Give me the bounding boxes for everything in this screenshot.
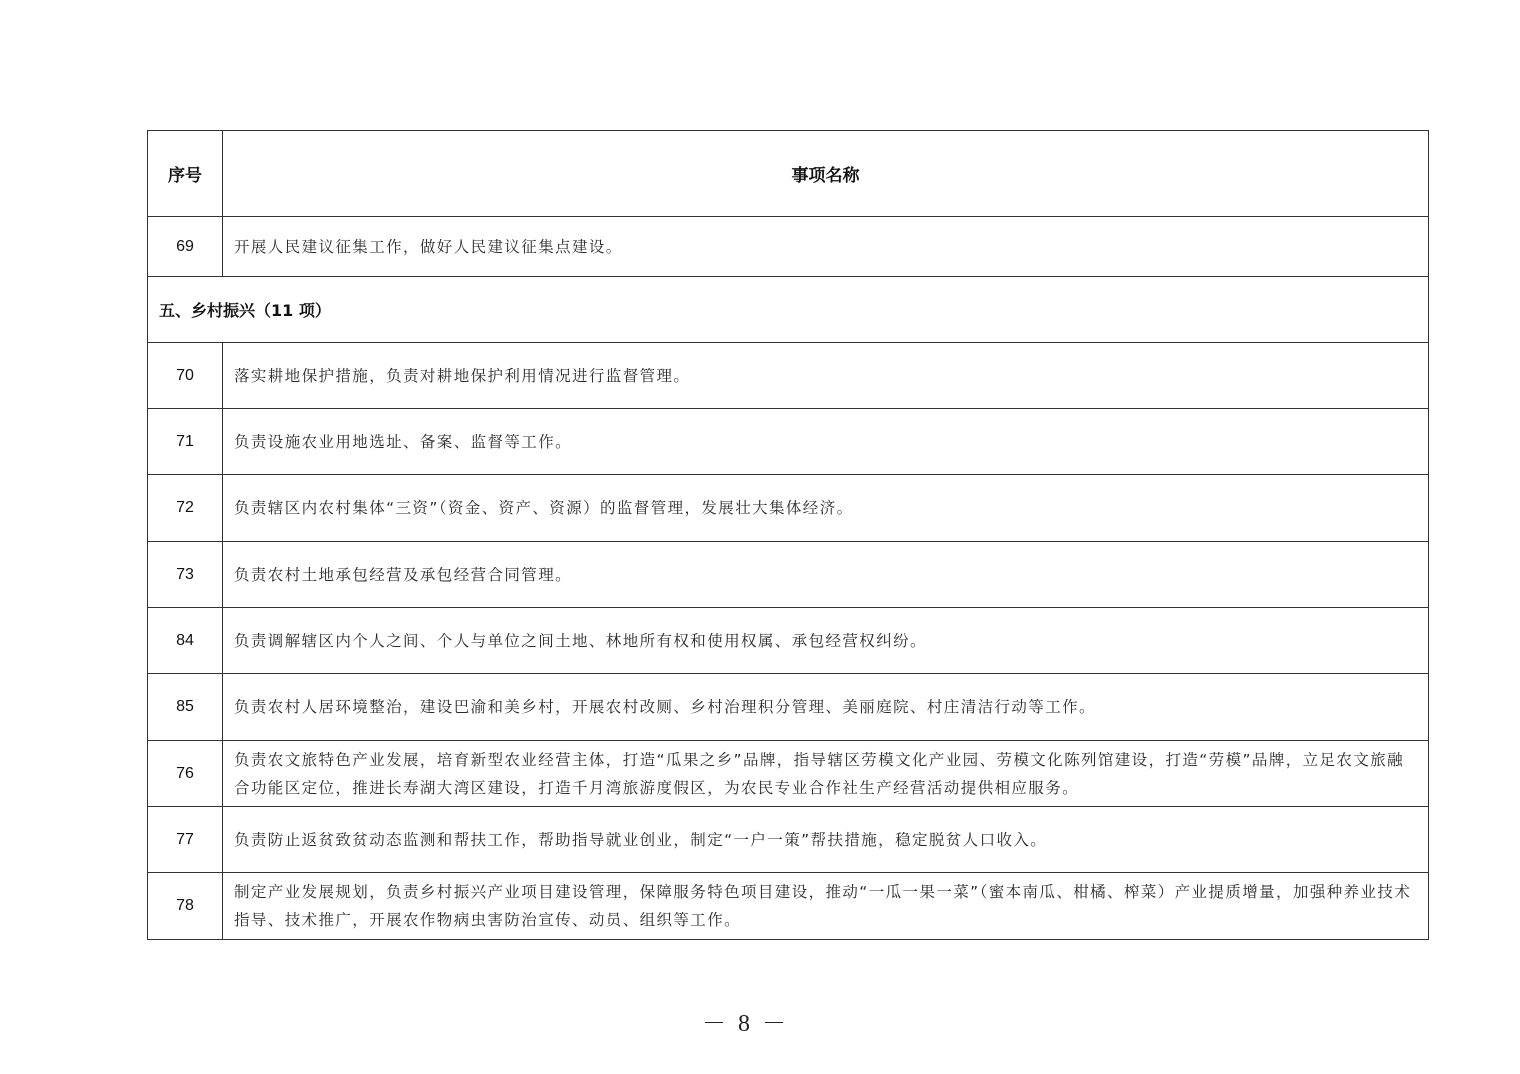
row-item-name: 负责农文旅特色产业发展，培育新型农业经营主体，打造“瓜果之乡”品牌，指导辖区劳模文化产业园、劳模文化陈列馆建设，打造“劳模”品牌，立足农文旅融合功能区定位，推进长寿湖大湾区建设，打造千月湾旅游度假区，为农民专业合作社生产经营活动提供相应服务。 [223, 741, 1429, 807]
table-body [148, 217, 1429, 940]
row-serial-number: 84 [148, 608, 223, 674]
table-row [148, 475, 1429, 542]
row-serial-number: 70 [148, 343, 223, 409]
table-row [148, 608, 1429, 674]
section-title: 五、乡村振兴（11 项） [148, 277, 1429, 343]
row-serial-number: 69 [148, 217, 223, 277]
row-item-name: 负责农村土地承包经营及承包经营合同管理。 [223, 542, 1429, 608]
row-item-name: 负责辖区内农村集体“三资”（资金、资产、资源）的监督管理，发展壮大集体经济。 [223, 475, 1429, 542]
table-row [148, 873, 1429, 940]
row-item-name: 制定产业发展规划，负责乡村振兴产业项目建设管理，保障服务特色项目建设，推动“一瓜一果一菜”（蜜本南瓜、柑橘、榨菜）产业提质增量，加强种养业技术指导、技术推广，开展农作物病虫害防治宣传、动员、组织等工作。 [223, 873, 1429, 940]
header-serial-number: 序号 [148, 131, 223, 217]
table-row [148, 674, 1429, 741]
page-number: － 8 － [702, 1011, 786, 1037]
section-row [148, 277, 1429, 343]
header-item-name: 事项名称 [223, 131, 1429, 217]
row-serial-number: 76 [148, 741, 223, 807]
row-serial-number: 71 [148, 409, 223, 475]
row-serial-number: 72 [148, 475, 223, 542]
table-row [148, 409, 1429, 475]
table-row [148, 542, 1429, 608]
row-serial-number: 85 [148, 674, 223, 741]
row-serial-number: 73 [148, 542, 223, 608]
items-table [147, 130, 1429, 940]
row-item-name: 开展人民建议征集工作，做好人民建议征集点建设。 [223, 217, 1429, 277]
table-row [148, 217, 1429, 277]
table-row [148, 807, 1429, 873]
row-item-name: 负责农村人居环境整治，建设巴渝和美乡村，开展农村改厕、乡村治理积分管理、美丽庭院、村庄清洁行动等工作。 [223, 674, 1429, 741]
row-item-name: 负责调解辖区内个人之间、个人与单位之间土地、林地所有权和使用权属、承包经营权纠纷。 [223, 608, 1429, 674]
row-serial-number: 77 [148, 807, 223, 873]
table-row [148, 343, 1429, 409]
table-row [148, 741, 1429, 807]
row-item-name: 落实耕地保护措施，负责对耕地保护利用情况进行监督管理。 [223, 343, 1429, 409]
row-item-name: 负责防止返贫致贫动态监测和帮扶工作，帮助指导就业创业，制定“一户一策”帮扶措施，稳定脱贫人口收入。 [223, 807, 1429, 873]
table-header-row [148, 131, 1429, 217]
row-item-name: 负责设施农业用地选址、备案、监督等工作。 [223, 409, 1429, 475]
row-serial-number: 78 [148, 873, 223, 940]
